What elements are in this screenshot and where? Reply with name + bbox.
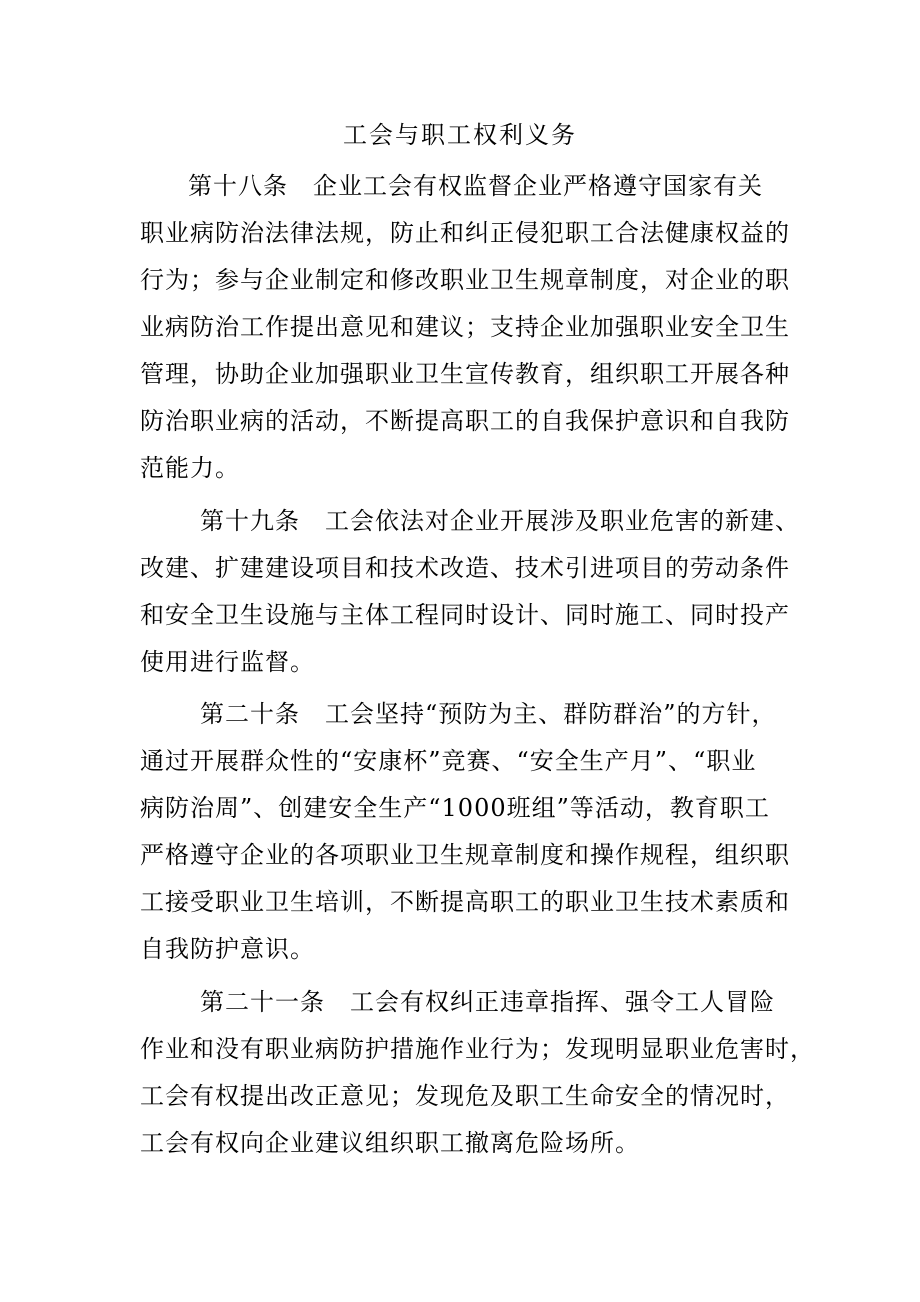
article-18-line-2: 职业病防治法律法规，防止和纠正侵犯职工合法健康权益的 [140, 219, 790, 247]
document-title: 工会与职工权利义务 [343, 121, 577, 149]
article-18-line-5: 管理，协助企业加强职业卫生宣传教育，组织职工开展各种 [140, 360, 790, 388]
article-20-line-3: 病防治周”、创建安全生产“1000班组”等活动，教育职工 [140, 794, 770, 822]
article-20-line-2: 通过开展群众性的“安康杯”竞赛、“安全生产月”、“职业 [140, 747, 757, 775]
article-21-line-3: 工会有权提出改正意见；发现危及职工生命安全的情况时， [140, 1082, 790, 1110]
article-18-line-1: 第十八条 企业工会有权监督企业严格遵守国家有关 [188, 172, 763, 200]
article-18-line-4: 业病防治工作提出意见和建议；支持企业加强职业安全卫生 [140, 313, 790, 341]
article-20-line-6: 自我防护意识。 [140, 935, 315, 963]
article-18-line-6: 防治职业病的活动，不断提高职工的自我保护意识和自我防 [140, 407, 790, 435]
article-21-line-4: 工会有权向企业建议组织职工撤离危险场所。 [140, 1129, 640, 1157]
article-19-line-3: 和安全卫生设施与主体工程同时设计、同时施工、同时投产 [140, 601, 790, 629]
article-20-line-5: 工接受职业卫生培训，不断提高职工的职业卫生技术素质和 [140, 888, 790, 916]
article-18-line-3: 行为；参与企业制定和修改职业卫生规章制度，对企业的职 [140, 266, 790, 294]
article-21-line-1: 第二十一条 工会有权纠正违章指挥、强令工人冒险 [200, 988, 775, 1016]
article-21-line-2: 作业和没有职业病防护措施作业行为；发现明显职业危害时， [140, 1035, 815, 1063]
article-19-line-4: 使用进行监督。 [140, 648, 315, 676]
article-19-line-2: 改建、扩建建设项目和技术改造、技术引进项目的劳动条件 [140, 554, 790, 582]
article-20-line-1: 第二十条 工会坚持“预防为主、群防群治”的方针， [200, 700, 777, 728]
article-18-line-7: 范能力。 [140, 454, 240, 482]
article-19-line-1: 第十九条 工会依法对企业开展涉及职业危害的新建、 [200, 507, 800, 535]
article-20-line-4: 严格遵守企业的各项职业卫生规章制度和操作规程，组织职 [140, 841, 790, 869]
